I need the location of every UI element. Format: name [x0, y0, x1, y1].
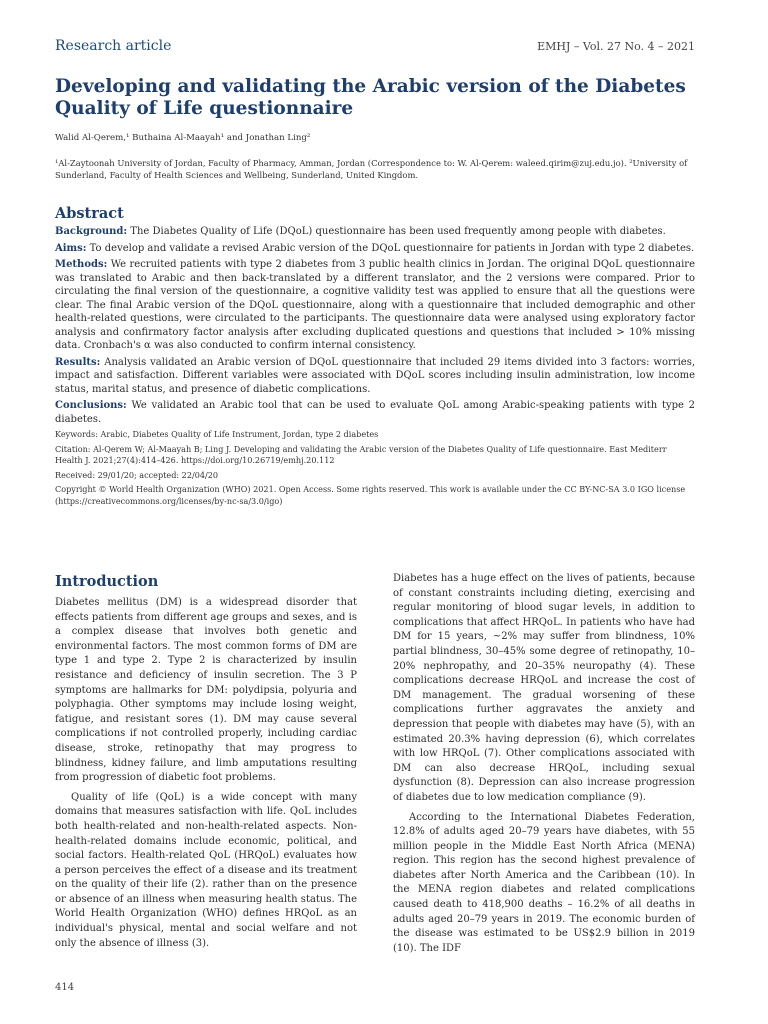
copyright-notice: Copyright © World Health Organization (WHO) 2021. Open Access. Some rights reserved. This work is available under the CC BY-NC-SA 3.0 IGO license (https://creativecommons.org/licenses/by-nc-sa/3.0/igo) — [55, 484, 686, 506]
abstract-background — [55, 225, 695, 239]
abstract-results — [55, 356, 695, 397]
journal-reference: EMHJ – Vol. 27 No. 4 – 2021 — [537, 40, 695, 53]
abstract-aims — [55, 242, 695, 256]
body-column-left — [55, 572, 357, 951]
abstract-heading: Abstract — [55, 205, 124, 222]
methods-label: Methods: — [55, 259, 108, 270]
intro-paragraph-1: Diabetes mellitus (DM) is a widespread disorder that effects patients from different age groups and sexes, and is a complex disease that involves both genetic and environmental factors. The most common forms of DM are type 1 and type 2. Type 2 is characterized by insulin resistance and deficiency of insulin secretion. The 3 P symptoms are hallmarks for DM: polydipsia, polyuria and polyphagia. Other symptoms may include losing weight, fatigue, and resistant sores (1). DM may cause several complications if not controlled properly, including cardiac disease, stroke, retinopathy that may progress to blindness, kidney failure, and limb amputations resulting from progression of diabetic foot problems. — [55, 597, 357, 784]
results-text: Analysis validated an Arabic version of DQoL questionnaire that included 29 items divided into 3 factors: worries, impact and satisfaction. Different variables were associated with DQoL scores including insulin administration, low income status, marital status, and presence of diabetic complications. — [55, 356, 696, 395]
introduction-heading: Introduction — [55, 573, 159, 590]
page-number: 414 — [55, 982, 75, 993]
running-header — [55, 38, 695, 58]
abstract-conclusions — [55, 399, 695, 426]
affiliations: ¹Al-Zaytoonah University of Jordan, Faculty of Pharmacy, Amman, Jordan (Correspondence to: W. Al-Qerem: waleed.qirim@zuj.edu.jo). ²University of Sunderland, Faculty of Health Sciences and Wellbeing, Sunderland, United Kingdom. — [55, 158, 688, 180]
body-column-right — [393, 572, 695, 956]
section-label: Research article — [55, 38, 172, 54]
abstract-body — [55, 225, 695, 510]
abstract-methods — [55, 258, 695, 353]
intro-paragraph-4: According to the International Diabetes Federation, 12.8% of adults aged 20–79 years have diabetes, with 55 million people in the Middle East North Africa (MENA) region. This region has the second highest prevalence of diabetes after North America and the Caribbean (10). In the MENA region diabetes and related complications caused death to 418,900 deaths – 16.2% of all deaths in adults aged 20–79 years in 2019. The economic burden of the disease was estimated to be US$2.9 billion in 2019 (10). The IDF — [393, 811, 695, 954]
results-label: Results: — [55, 356, 101, 368]
aims-text: To develop and validate a revised Arabic version of the DQoL questionnaire for patients in Jordan with type 2 diabetes. — [89, 242, 695, 254]
intro-paragraph-2: Quality of life (QoL) is a wide concept with many domains that measures satisfaction with life. QoL includes both health-related and non-health-related aspects. Non-health-related domains include economic, political, and social factors. Health-related QoL (HRQoL) evaluates how a person perceives the effect of a disease and its treatment on the quality of their life (2). rather than on the presence or absence of an illness when measuring health status. The World Health Organization (WHO) defines HRQoL as an individual's physical, mental and social welfare and not only the absence of illness (3). — [55, 791, 357, 949]
citation: Citation: Al-Qerem W; Al-Maayah B; Ling J. Developing and validating the Arabic version of the Diabetes Quality of Life questionnaire. East Mediterr Health J. 2021;27(4):414–426. https://doi.org/10.26719/emhj.20.112 — [55, 443, 667, 465]
aims-label: Aims: — [55, 242, 87, 254]
article-title: Developing and validating the Arabic version of the Diabetes Quality of Life questionnaire — [55, 76, 686, 119]
background-text: The Diabetes Quality of Life (DQoL) questionnaire has been used frequently among people with diabetes. — [130, 226, 666, 237]
intro-paragraph-3: Diabetes has a huge effect on the lives of patients, because of constant constraints including dieting, exercising and regular monitoring of blood sugar levels, in addition to complications that affect HRQoL. In patients who have had DM for 15 years, ~2% may suffer from blindness, 10% partial blindness, 30–45% some degree of retinopathy, 10–20% nephropathy, and 20–35% neuropathy (4). These complications decrease HRQoL and increase the cost of DM management. The gradual worsening of these complications further aggravates the anxiety and depression that people with diabetes may have (5), with an estimated 20.3% having depression (6), which correlates with low HRQoL (7). Other complications associated with DM can also decrease HRQoL, including sexual dysfunction (8). Depression can also increase progression of diabetes due to low medication compliance (9). — [393, 573, 695, 803]
methods-text: We recruited patients with type 2 diabetes from 3 public health clinics in Jordan. The original DQoL questionnaire was translated to Arabic and then back-translated by a different translator, and the 2 versions were compared. Prior to circulating the final version of the questionnaire, a cognitive validity test was applied to ensure that all the questions were clear. The final Arabic version of the DQoL questionnaire, along with a questionnaire that included demographic and other health-related questions, were circulated to the participants. The questionnaire data were analysed using exploratory factor analysis and confirmatory factor analysis after excluding duplicated questions and questions that included > 10% missing data. Cronbach's α was also conducted to confirm internal consistency. — [55, 259, 695, 351]
received-dates: Received: 29/01/20; accepted: 22/04/20 — [55, 469, 219, 480]
keywords: Keywords: Arabic, Diabetes Quality of Life Instrument, Jordan, type 2 diabetes — [55, 429, 379, 439]
conclusions-label: Conclusions: — [55, 400, 127, 411]
conclusions-text: We validated an Arabic tool that can be used to evaluate QoL among Arabic-speaking patients with type 2 diabetes. — [55, 400, 695, 425]
background-label: Background: — [55, 226, 128, 237]
author-list: Walid Al-Qerem,¹ Buthaina Al-Maayah¹ and Jonathan Ling² — [55, 133, 311, 143]
